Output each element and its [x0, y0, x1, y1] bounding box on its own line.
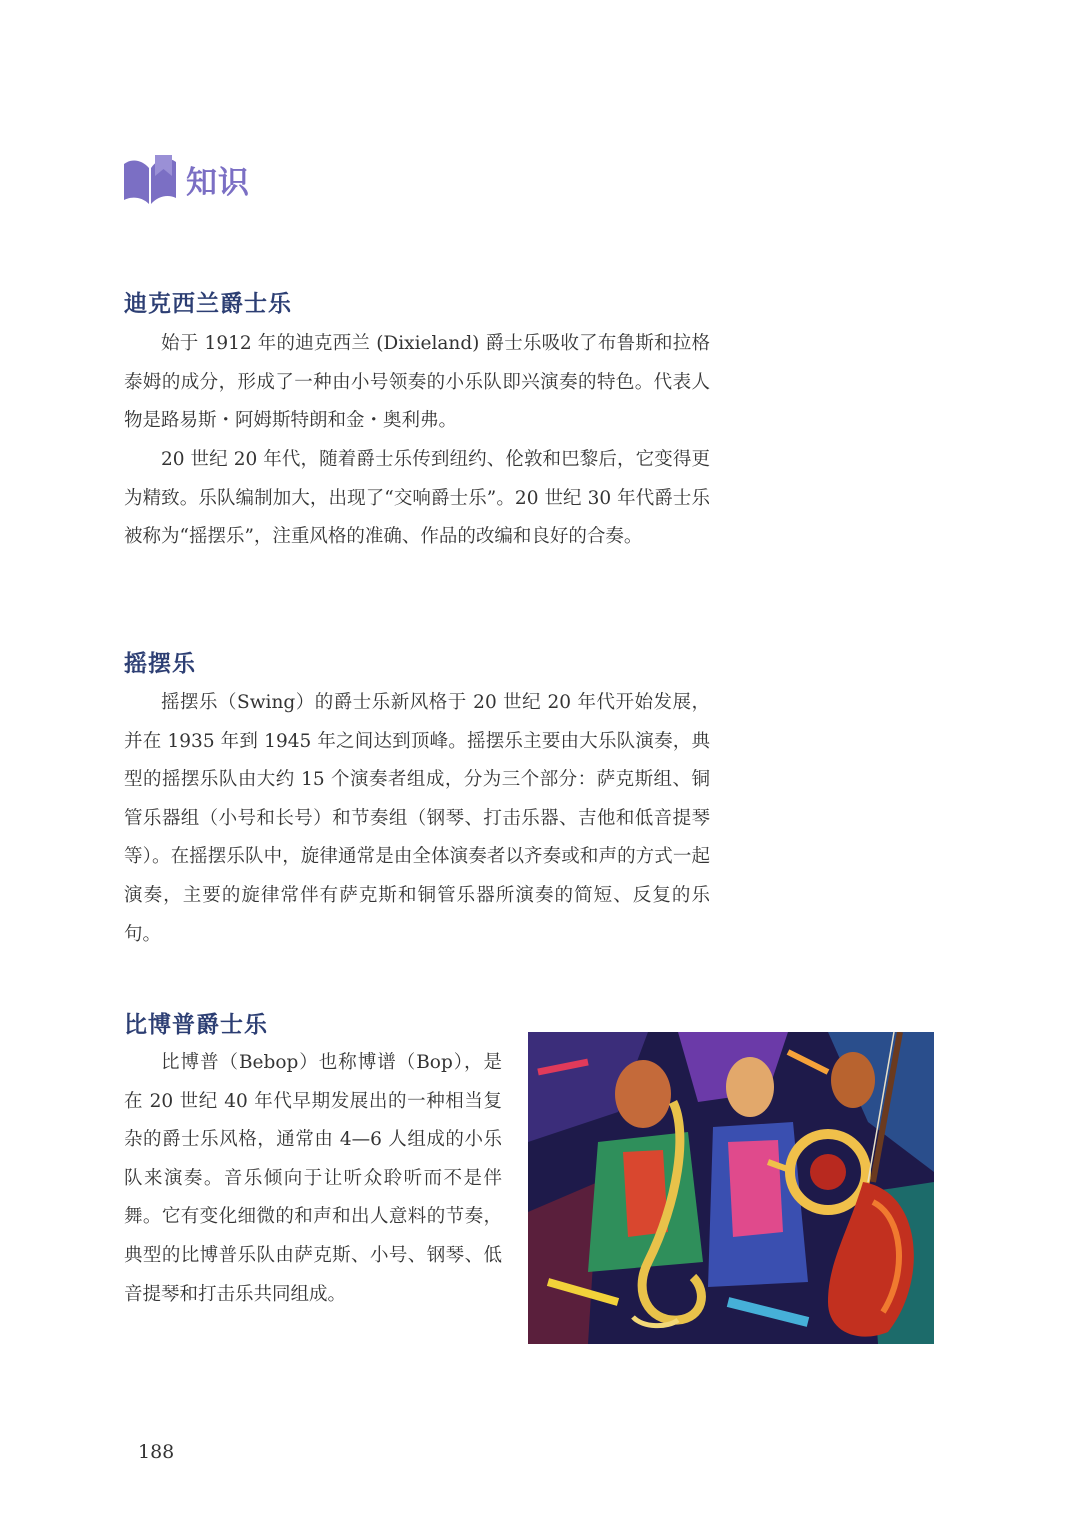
- open-book-icon: [122, 152, 178, 206]
- section-title-dixieland: 迪克西兰爵士乐: [124, 291, 292, 317]
- section-title-bebop: 比博普爵士乐: [124, 1012, 268, 1038]
- section-title-swing: 摇摆乐: [124, 651, 196, 677]
- badge-label: 知识: [186, 164, 250, 201]
- paragraph-swing: 摇摆乐（Swing）的爵士乐新风格于 20 世纪 20 年代开始发展，并在 1935 年到 1945 年之间达到顶峰。摇摆乐主要由大乐队演奏，典型的摇摆乐队由大约 15 个演奏者组成，分为三个部分：萨克斯组、铜管乐器组（小号和长号）和节奏组（钢琴、打击乐器、吉他和低音提琴等）。在摇摆乐队中，旋律通常是由全体演奏者以齐奏或和声的方式一起演奏，主要的旋律常伴有萨克斯和铜管乐器所演奏的简短、反复的乐句。: [124, 692, 710, 945]
- page-number: 188: [138, 1441, 175, 1463]
- jazz-band-painting: [528, 1032, 934, 1344]
- knowledge-badge: [122, 152, 250, 206]
- paragraph-dixieland-development: 20 世纪 20 年代，随着爵士乐传到纽约、伦敦和巴黎后，它变得更为精致。乐队编制加大，出现了“交响爵士乐”。20 世纪 30 年代爵士乐被称为“摇摆乐”，注重风格的准确、作品的改编和良好的合奏。: [124, 449, 710, 548]
- paragraph-dixieland-origin: 始于 1912 年的迪克西兰 (Dixieland) 爵士乐吸收了布鲁斯和拉格泰姆的成分，形成了一种由小号领奏的小乐队即兴演奏的特色。代表人物是路易斯・阿姆斯特朗和金・奥利弗。: [124, 333, 710, 432]
- paragraph-bebop: 比博普（Bebop）也称博谱（Bop），是在 20 世纪 40 年代早期发展出的一种相当复杂的爵士乐风格，通常由 4—6 人组成的小乐队来演奏。音乐倾向于让听众聆听而不是伴舞。它有变化细微的和声和出人意料的节奏，典型的比博普乐队由萨克斯、小号、钢琴、低音提琴和打击乐共同组成。: [124, 1052, 502, 1305]
